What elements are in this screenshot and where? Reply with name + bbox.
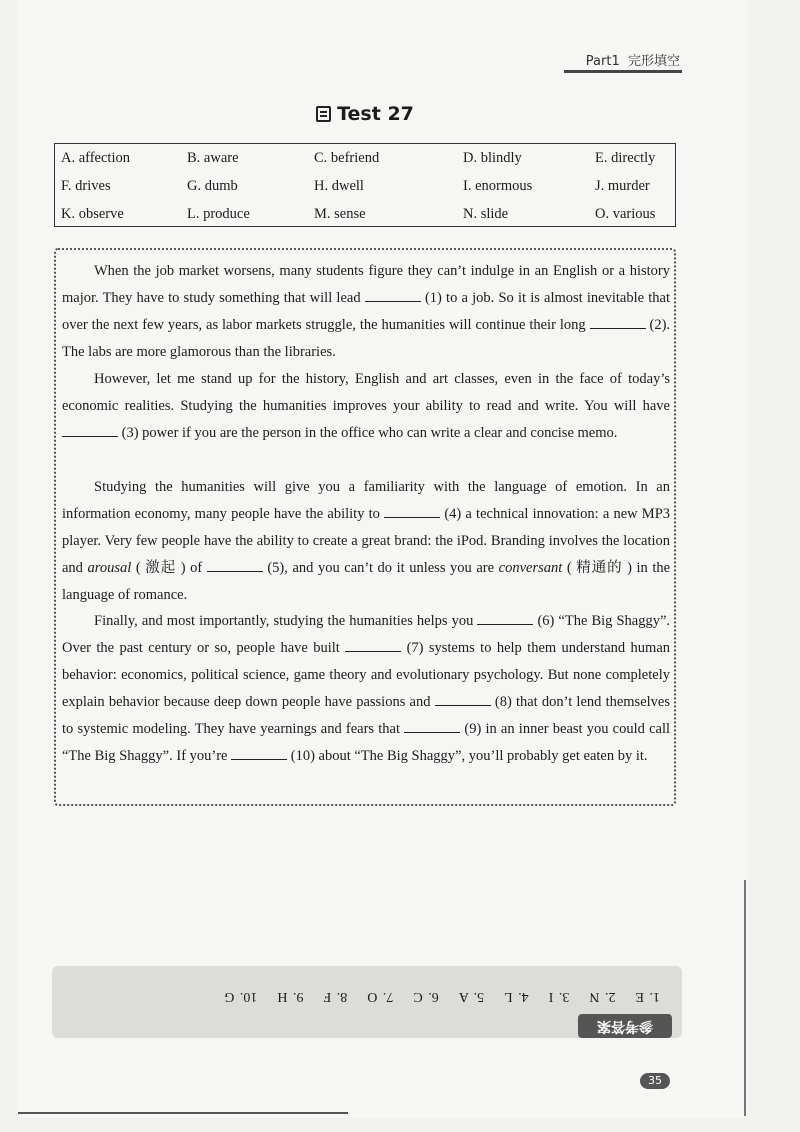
answer-blank (590, 316, 646, 329)
answer-item: 2. N (589, 989, 616, 1004)
word-option: O. various (595, 206, 656, 222)
word-option: G. dumb (187, 178, 238, 194)
word-option: E. directly (595, 150, 656, 166)
answer-item: 7. O (367, 989, 394, 1004)
answer-item: 8. F (323, 989, 348, 1004)
test-title (0, 103, 730, 125)
answer-item: 3. I (548, 989, 570, 1004)
word-option: F. drives (61, 178, 111, 194)
word-option: M. sense (314, 206, 366, 222)
answer-blank (345, 639, 401, 652)
answer-item: 4. L (504, 989, 529, 1004)
passage-paragraph-3: Studying the humanities will give you a familiarity with the language of emotion. In an information economy, many people have the ability to (4) a technical innovation: a new MP3 player. Very few people have the ability to create a great brand: the iPod. Branding involves the location and arousal ( 激起 ) of (5), and you can’t do it unless you are conversant ( 精通的 ) in the language of romance. (62, 479, 671, 603)
answer-item: 6. C (413, 989, 439, 1004)
bottom-rule (18, 1112, 348, 1114)
test-title-text: Test 27 (337, 103, 414, 125)
answer-blank (231, 747, 287, 760)
word-option: C. befriend (314, 150, 380, 166)
answer-blank (207, 559, 263, 572)
answer-blank (435, 693, 491, 706)
answer-key (100, 980, 660, 1004)
page-number: 35 (640, 1073, 670, 1089)
answer-item: 9. H (277, 989, 304, 1004)
answer-blank (62, 424, 118, 437)
word-option: L. produce (187, 206, 250, 222)
word-option: D. blindly (463, 150, 522, 166)
word-option: J. murder (595, 178, 650, 194)
passage-paragraph-1: When the job market worsens, many students figure they can’t indulge in an English or a history major. They have to study something that will lead (1) to a job. So it is almost inevitable that over the next few years, as labor markets struggle, the humanities will continue their long (2). The labs are more glamorous than the libraries. (62, 263, 671, 360)
passage-paragraph-2: However, let me stand up for the history, English and art classes, even in the face of today’s economic realities. Studying the humanities improves your ability to read and write. You will have (3) power if you are the person in the office who can write a clear and concise memo. (62, 371, 670, 441)
answer-blank (477, 612, 533, 625)
word-option: K. observe (61, 206, 124, 222)
word-option: I. enormous (463, 178, 533, 194)
answer-key-label: 参考答案 (578, 1014, 672, 1038)
word-option: N. slide (463, 206, 509, 222)
answer-item: 10. G (224, 989, 258, 1004)
answer-blank (384, 505, 440, 518)
page-edge-line (744, 880, 746, 1116)
header-rule (564, 70, 682, 73)
answer-blank (365, 289, 421, 302)
answer-item: 5. A (458, 989, 485, 1004)
page-header (540, 50, 680, 69)
word-option: H. dwell (314, 178, 364, 194)
passage-paragraph-4: Finally, and most importantly, studying the humanities helps you (6) “The Big Shaggy”. Over the past century or so, people have built (7) systems to help them understand human behavior: economics, political science, game theory and evolutionary psychology. But none completely explain behavior because deep down people have passions and (8) that don’t lend themselves to systemic modeling. They have yearnings and fears that (9) in an inner beast you could call “The Big Shaggy”. If you’re (10) about “The Big Shaggy”, you’ll probably get eaten by it. (62, 613, 671, 764)
document-icon (316, 106, 331, 122)
header-section: Part1 (585, 54, 620, 69)
word-option: B. aware (187, 150, 239, 166)
answer-blank (404, 720, 460, 733)
answer-item: 1. E (635, 989, 660, 1004)
word-bank (54, 143, 676, 227)
word-option: A. affection (61, 150, 130, 166)
header-subtitle: 完形填空 (627, 54, 680, 69)
